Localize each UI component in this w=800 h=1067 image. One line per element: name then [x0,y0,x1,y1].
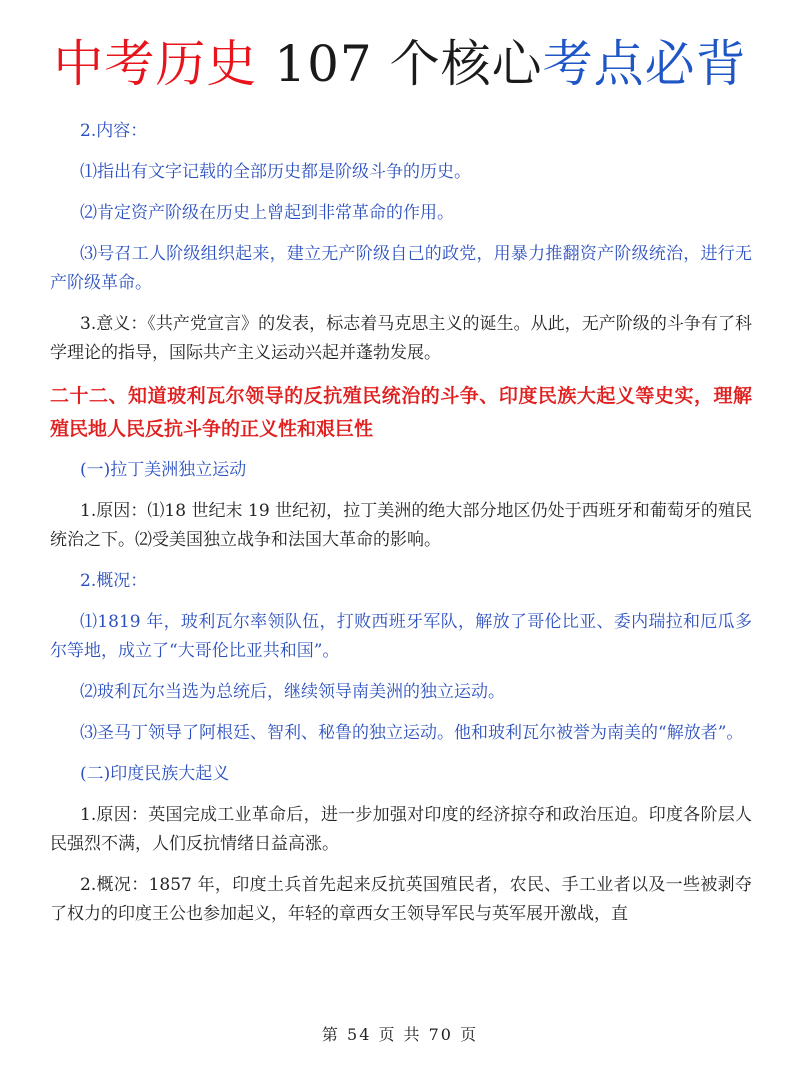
section-heading-22: 二十二、知道玻利瓦尔领导的反抗殖民统治的斗争、印度民族大起义等史实，理解殖民地人民反抗斗争的正义性和艰巨性 [50,385,752,440]
paragraph-overview-heading: 2.概况： [80,571,148,591]
paragraph-overview-1: ⑴1819 年，玻利瓦尔率领队伍，打败西班牙军队，解放了哥伦比亚、委内瑞拉和厄瓜多尔等地，成立了“大哥伦比亚共和国”。 [50,612,752,661]
paragraph-point-2: ⑵肯定资产阶级在历史上曾起到非常革命的作用。 [80,203,454,223]
title-blue-part: 考点必背 [542,35,747,93]
paragraph-overview-3: ⑶圣马丁领导了阿根廷、智利、秘鲁的独立运动。他和玻利瓦尔被誉为南美的“解放者”。 [80,723,744,743]
paragraph-causes-latin-america: 1.原因：⑴18 世纪末 19 世纪初，拉丁美洲的绝大部分地区仍处于西班牙和葡萄牙的殖民统治之下。⑵受美国独立战争和法国大革命的影响。 [50,501,752,550]
paragraph-point-1: ⑴指出有文字记载的全部历史都是阶级斗争的历史。 [80,162,471,182]
title-black-part: 107 个核心 [257,35,543,93]
title-red-part: 中考历史 [53,35,258,93]
page-title [0,28,800,100]
subheading-latin-america: (一)拉丁美洲独立运动 [80,460,247,480]
paragraph-point-3: ⑶号召工人阶级组织起来，建立无产阶级自己的政党，用暴力推翻资产阶级统治，进行无产阶级革命。 [50,244,752,293]
paragraph-content-heading: 2.内容： [80,121,148,141]
page-footer: 第 54 页 共 70 页 [321,1025,479,1044]
paragraph-causes-india: 1.原因：英国完成工业革命后，进一步加强对印度的经济掠夺和政治压迫。印度各阶层人民强烈不满，人们反抗情绪日益高涨。 [50,805,752,854]
paragraph-significance: 3.意义：《共产党宣言》的发表，标志着马克思主义的诞生。从此，无产阶级的斗争有了科学理论的指导，国际共产主义运动兴起并蓬勃发展。 [50,314,752,363]
paragraph-overview-india: 2.概况：1857 年，印度土兵首先起来反抗英国殖民者，农民、手工业者以及一些被剥夺了权力的印度王公也参加起义，年轻的章西女王领导军民与英军展开激战，直 [50,875,752,924]
paragraph-overview-2: ⑵玻利瓦尔当选为总统后，继续领导南美洲的独立运动。 [80,682,505,702]
document-body [50,117,752,941]
subheading-india-uprising: (二)印度民族大起义 [80,764,230,784]
